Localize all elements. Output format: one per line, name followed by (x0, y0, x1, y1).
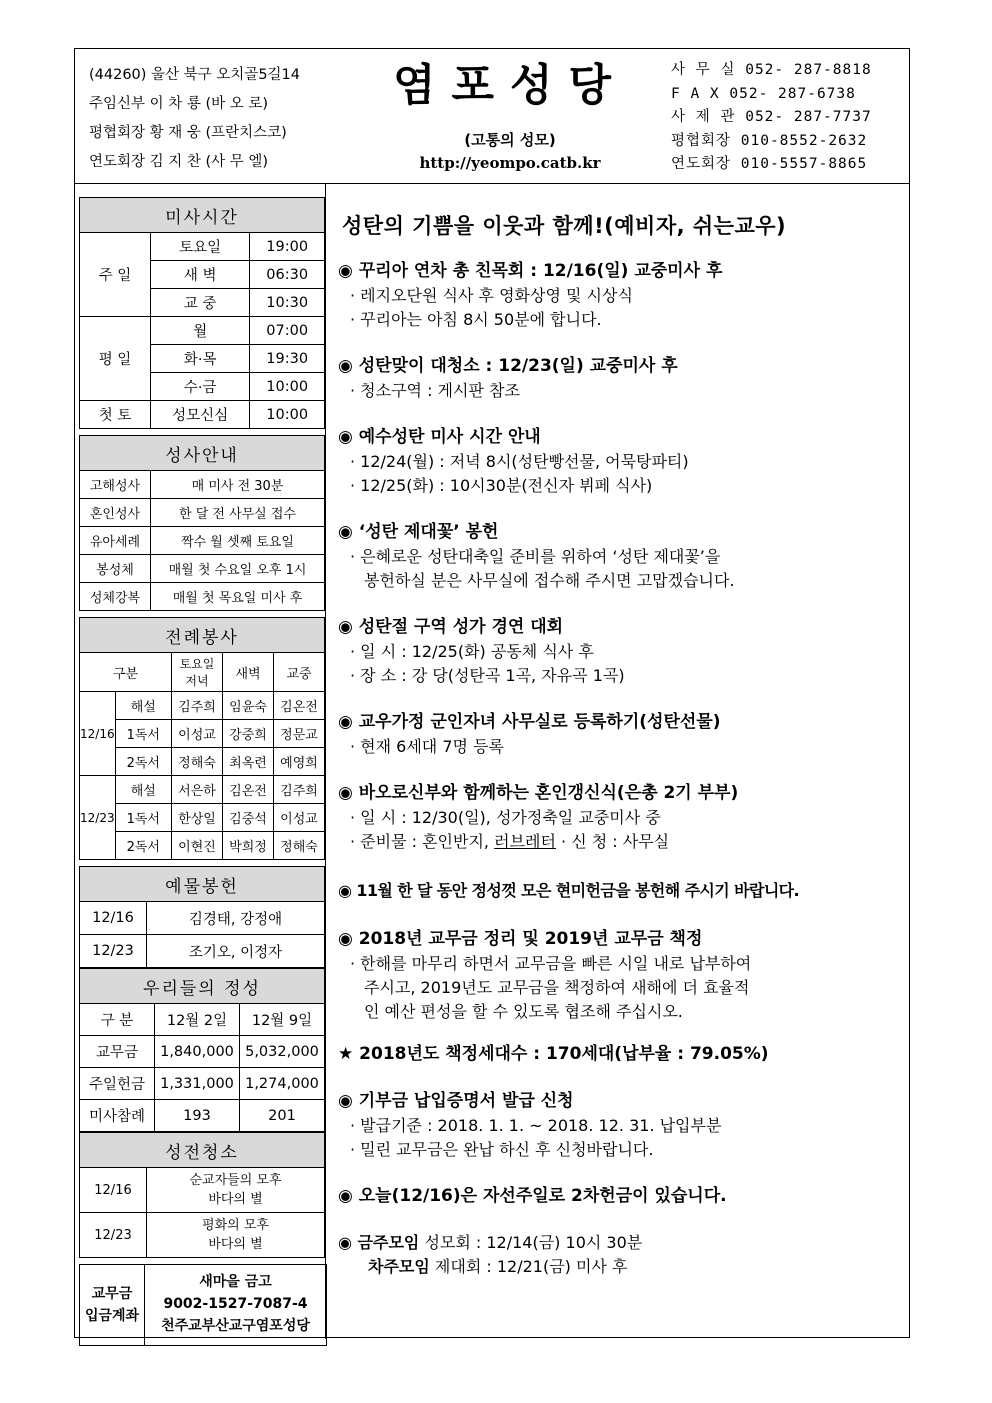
finance-table (79, 968, 325, 1132)
meeting-label: ◉ 금주모임 (338, 1233, 420, 1252)
offering-names: 조기오, 이정자 (147, 935, 325, 968)
contact-youth: 연도회장 010-5557-8865 (671, 156, 868, 172)
sidebar (79, 197, 325, 1346)
cleaning-groups (147, 1168, 325, 1213)
announcement-item (338, 425, 908, 498)
offering-date: 12/23 (80, 935, 147, 968)
announcement-line: · 레지오단원 식사 후 영화상영 및 시상식 (350, 286, 633, 305)
bank-name: 새마을 금고 (199, 1274, 272, 1290)
sacrament-info: 매월 첫 수요일 오후 1시 (151, 555, 325, 583)
announcement-line: · 일 시 : 12/30(일), 성가정축일 교중미사 중 (350, 808, 661, 827)
first-saturday-label: 첫 토 (80, 401, 151, 429)
announcement-item (338, 615, 908, 688)
announcement-line: · 12/24(월) : 저녁 8시(성탄빵선물, 어묵탕파티) (350, 452, 689, 471)
liturgy-col: 구분 (80, 653, 172, 692)
liturgy-name: 박희정 (223, 832, 274, 860)
liturgy-name: 최옥련 (223, 748, 274, 776)
cleaning-table (79, 1132, 325, 1258)
liturgy-name: 김주희 (172, 692, 223, 720)
announcement-line: · 꾸리아는 아침 8시 50분에 합니다. (350, 310, 602, 329)
cleaning-group: 순교자들의 모후 (189, 1173, 282, 1188)
meeting-label: 차주모임 (368, 1257, 430, 1276)
sacrament-name: 유아세례 (80, 527, 151, 555)
finance-col: 12월 9일 (240, 1004, 325, 1036)
announcement-heading: ◉ 11월 한 달 동안 정성껏 모은 현미헌금을 봉헌해 주시기 바랍니다. (338, 881, 800, 900)
mass-day: 교 중 (151, 289, 250, 317)
sunday-label: 주 일 (80, 233, 151, 317)
liturgy-heading: 전례봉사 (80, 618, 325, 653)
announcement-line: · 12/25(화) : 10시30분(전신자 뷔페 식사) (350, 476, 653, 495)
announcement-heading: ★ 2018년도 책정세대수 : 170세대(납부율 : 79.05%) (338, 1044, 769, 1064)
mass-time: 06:30 (250, 261, 325, 289)
sacrament-table (79, 435, 325, 611)
liturgy-date: 12/16 (80, 692, 116, 776)
liturgy-name: 이성교 (172, 720, 223, 748)
sacrament-info: 짝수 월 셋째 토요일 (151, 527, 325, 555)
announcements (338, 201, 908, 1279)
council-president: 평협회장 황 재 웅 (프란치스코) (89, 125, 287, 141)
mass-time: 07:00 (250, 317, 325, 345)
sacrament-info: 매 미사 전 30분 (151, 471, 325, 499)
liturgy-role: 2독서 (115, 832, 171, 860)
meeting-next-week (338, 1255, 908, 1279)
liturgy-role: 1독서 (115, 720, 171, 748)
meeting-text: 제대회 : 12/21(금) 미사 후 (429, 1257, 628, 1276)
liturgy-table (79, 617, 325, 860)
mass-time: 19:30 (250, 345, 325, 373)
finance-value: 1,840,000 (155, 1036, 240, 1068)
contact-council: 평협회장 010-8552-2632 (671, 132, 868, 149)
mass-day: 화·목 (151, 345, 250, 373)
meeting-block (338, 1231, 908, 1279)
line-part: · 신 청 : 사무실 (555, 832, 670, 851)
offering-date: 12/16 (80, 902, 147, 935)
announcement-heading: ◉ 기부금 납입증명서 발급 신청 (338, 1091, 574, 1111)
church-title: 염포성당 (392, 60, 627, 111)
liturgy-col: 교중 (274, 653, 325, 692)
announcement-item (338, 710, 908, 759)
address: (44260) 울산 북구 오치골5길14 (89, 67, 300, 83)
announcement-item (338, 1089, 908, 1162)
sacrament-info: 한 달 전 사무실 접수 (151, 499, 325, 527)
announcement-item (338, 927, 908, 1024)
underlined-text: 러브레터 (494, 832, 556, 851)
announcement-item (338, 781, 908, 854)
finance-value: 1,331,000 (155, 1068, 240, 1100)
mass-day: 새 벽 (151, 261, 250, 289)
mass-time: 19:00 (250, 233, 325, 261)
announcement-title: 성탄의 기쁨을 이웃과 함께!(예비자, 쉬는교우) (342, 214, 787, 238)
liturgy-date: 12/23 (80, 776, 116, 860)
announcement-line: 봉헌하실 분은 사무실에 접수해 주시면 고맙겠습니다. (364, 571, 735, 590)
bank-holder: 천주교부산교구염포성당 (161, 1318, 310, 1334)
bank-label-line: 교무금 (91, 1286, 133, 1302)
liturgy-role: 해설 (115, 692, 171, 720)
announcement-item (338, 1042, 908, 1067)
announcement-line: · 청소구역 : 게시판 참조 (350, 381, 520, 400)
announcement-heading: ◉ 교우가정 군인자녀 사무실로 등록하기(성탄선물) (338, 712, 721, 732)
liturgy-name: 한상일 (172, 804, 223, 832)
priest: 주임신부 이 차 룡 (바 오 로) (89, 96, 269, 112)
cleaning-group: 바다의 별 (208, 1237, 263, 1252)
finance-value: 193 (155, 1100, 240, 1132)
sacrament-info: 매월 첫 목요일 미사 후 (151, 583, 325, 611)
liturgy-name: 김주희 (274, 776, 325, 804)
liturgy-name: 정해숙 (274, 832, 325, 860)
liturgy-name: 서은하 (172, 776, 223, 804)
mass-table (79, 197, 325, 429)
bank-label-line: 입금계좌 (84, 1308, 140, 1324)
mass-time: 10:30 (250, 289, 325, 317)
announcement-line: · 현재 6세대 7명 등록 (350, 737, 504, 756)
sacrament-name: 봉성체 (80, 555, 151, 583)
announcement-line: · 은혜로운 성탄대축일 준비를 위하여 ‘성탄 제대꽃’을 (350, 547, 721, 566)
announcement-heading: ◉ 예수성탄 미사 시간 안내 (338, 427, 541, 447)
announcement-heading: ◉ 성탄맞이 대청소 : 12/23(일) 교중미사 후 (338, 356, 678, 376)
cleaning-heading: 성전청소 (80, 1133, 325, 1168)
announcement-line: 인 예산 편성을 할 수 있도록 협조해 주십시오. (364, 1002, 683, 1021)
announcement-line: · 발급기준 : 2018. 1. 1. ~ 2018. 12. 31. 납입부분 (350, 1116, 722, 1135)
finance-value: 201 (240, 1100, 325, 1132)
finance-col: 12월 2일 (155, 1004, 240, 1036)
sacrament-name: 혼인성사 (80, 499, 151, 527)
liturgy-col: 새벽 (223, 653, 274, 692)
header-info (89, 61, 300, 177)
announcement-heading: ◉ 성탄절 구역 성가 경연 대회 (338, 617, 564, 637)
mass-day: 성모신심 (151, 401, 250, 429)
finance-col: 구 분 (80, 1004, 155, 1036)
liturgy-name: 김온전 (223, 776, 274, 804)
liturgy-name: 이현진 (172, 832, 223, 860)
sacrament-name: 성체강복 (80, 583, 151, 611)
cleaning-date: 12/16 (80, 1168, 147, 1213)
finance-heading: 우리들의 정성 (80, 969, 325, 1004)
bank-label (80, 1265, 145, 1345)
finance-label: 주일헌금 (80, 1068, 155, 1100)
liturgy-role: 2독서 (115, 748, 171, 776)
offering-heading: 예물봉헌 (80, 867, 325, 902)
bulletin-frame (74, 48, 910, 1338)
church-subtitle: (고통의 성모) (464, 131, 556, 149)
liturgy-role: 해설 (115, 776, 171, 804)
liturgy-col: 토요일 저녁 (172, 653, 223, 692)
mass-day: 토요일 (151, 233, 250, 261)
liturgy-name: 예영희 (274, 748, 325, 776)
bank-details (145, 1265, 326, 1345)
cleaning-date: 12/23 (80, 1213, 147, 1258)
mass-day: 수·금 (151, 373, 250, 401)
announcement-heading: ◉ 2018년 교무금 정리 및 2019년 교무금 책정 (338, 929, 703, 949)
finance-value: 1,274,000 (240, 1068, 325, 1100)
liturgy-name: 강중희 (223, 720, 274, 748)
line-part: · 준비물 : 혼인반지, (350, 832, 495, 851)
liturgy-name: 김온전 (274, 692, 325, 720)
cleaning-group: 바다의 별 (208, 1192, 263, 1207)
youth-president: 연도회장 김 지 찬 (사 무 엘) (89, 154, 269, 170)
liturgy-name: 정해숙 (172, 748, 223, 776)
bulletin-header (75, 49, 909, 184)
bank-account-box (79, 1264, 327, 1346)
announcement-line (338, 830, 908, 854)
sacrament-heading: 성사안내 (80, 436, 325, 471)
announcement-item (338, 878, 908, 903)
sacrament-name: 고해성사 (80, 471, 151, 499)
meeting-text: 성모회 : 12/14(금) 10시 30분 (419, 1233, 643, 1252)
announcement-heading: ◉ 꾸리아 연차 총 친목회 : 12/16(일) 교중미사 후 (338, 261, 723, 281)
finance-value: 5,032,000 (240, 1036, 325, 1068)
announcement-item (338, 520, 908, 593)
announcement-heading: ◉ ‘성탄 제대꽃’ 봉헌 (338, 522, 499, 542)
column-divider (325, 184, 326, 1339)
announcement-line: · 한해를 마무리 하면서 교무금을 빠른 시일 내로 납부하여 (350, 954, 752, 973)
announcement-item (338, 1184, 908, 1209)
header-title-block (375, 55, 645, 175)
finance-label: 교무금 (80, 1036, 155, 1068)
meeting-this-week (338, 1231, 908, 1255)
offering-names: 김경태, 강정애 (147, 902, 325, 935)
cleaning-groups (147, 1213, 325, 1258)
liturgy-role: 1독서 (115, 804, 171, 832)
contact-rectory: 사 제 관 052- 287-7737 (671, 109, 872, 125)
announcement-line: · 일 시 : 12/25(화) 공동체 식사 후 (350, 642, 594, 661)
announcement-line: · 밀린 교무금은 완납 하신 후 신청바랍니다. (350, 1140, 654, 1159)
finance-label: 미사참례 (80, 1100, 155, 1132)
contact-office: 사 무 실 052- 287-8818 (671, 62, 872, 78)
cleaning-group: 평화의 모후 (202, 1218, 269, 1233)
announcement-item (338, 259, 908, 332)
mass-time: 10:00 (250, 401, 325, 429)
mass-time: 10:00 (250, 373, 325, 401)
announcement-line: 주시고, 2019년도 교무금을 책정하여 새해에 더 효율적 (364, 978, 750, 997)
mass-heading: 미사시간 (80, 198, 325, 233)
liturgy-name: 이성교 (274, 804, 325, 832)
contact-fax: F A X 052- 287-6738 (671, 85, 856, 102)
liturgy-name: 김중석 (223, 804, 274, 832)
offering-table (79, 866, 325, 968)
weekday-label: 평 일 (80, 317, 151, 401)
liturgy-name: 임윤숙 (223, 692, 274, 720)
mass-day: 월 (151, 317, 250, 345)
liturgy-name: 정문교 (274, 720, 325, 748)
announcement-heading: ◉ 바오로신부와 함께하는 혼인갱신식(은총 2기 부부) (338, 783, 739, 803)
announcement-item (338, 354, 908, 403)
announcement-heading: ◉ 오늘(12/16)은 자선주일로 2차헌금이 있습니다. (338, 1186, 727, 1206)
church-url[interactable]: http://yeompo.catb.kr (419, 154, 601, 172)
bank-account-number: 9002-1527-7087-4 (163, 1296, 308, 1312)
announcement-line: · 장 소 : 강 당(성탄곡 1곡, 자유곡 1곡) (350, 666, 625, 685)
contact-list (671, 59, 872, 177)
